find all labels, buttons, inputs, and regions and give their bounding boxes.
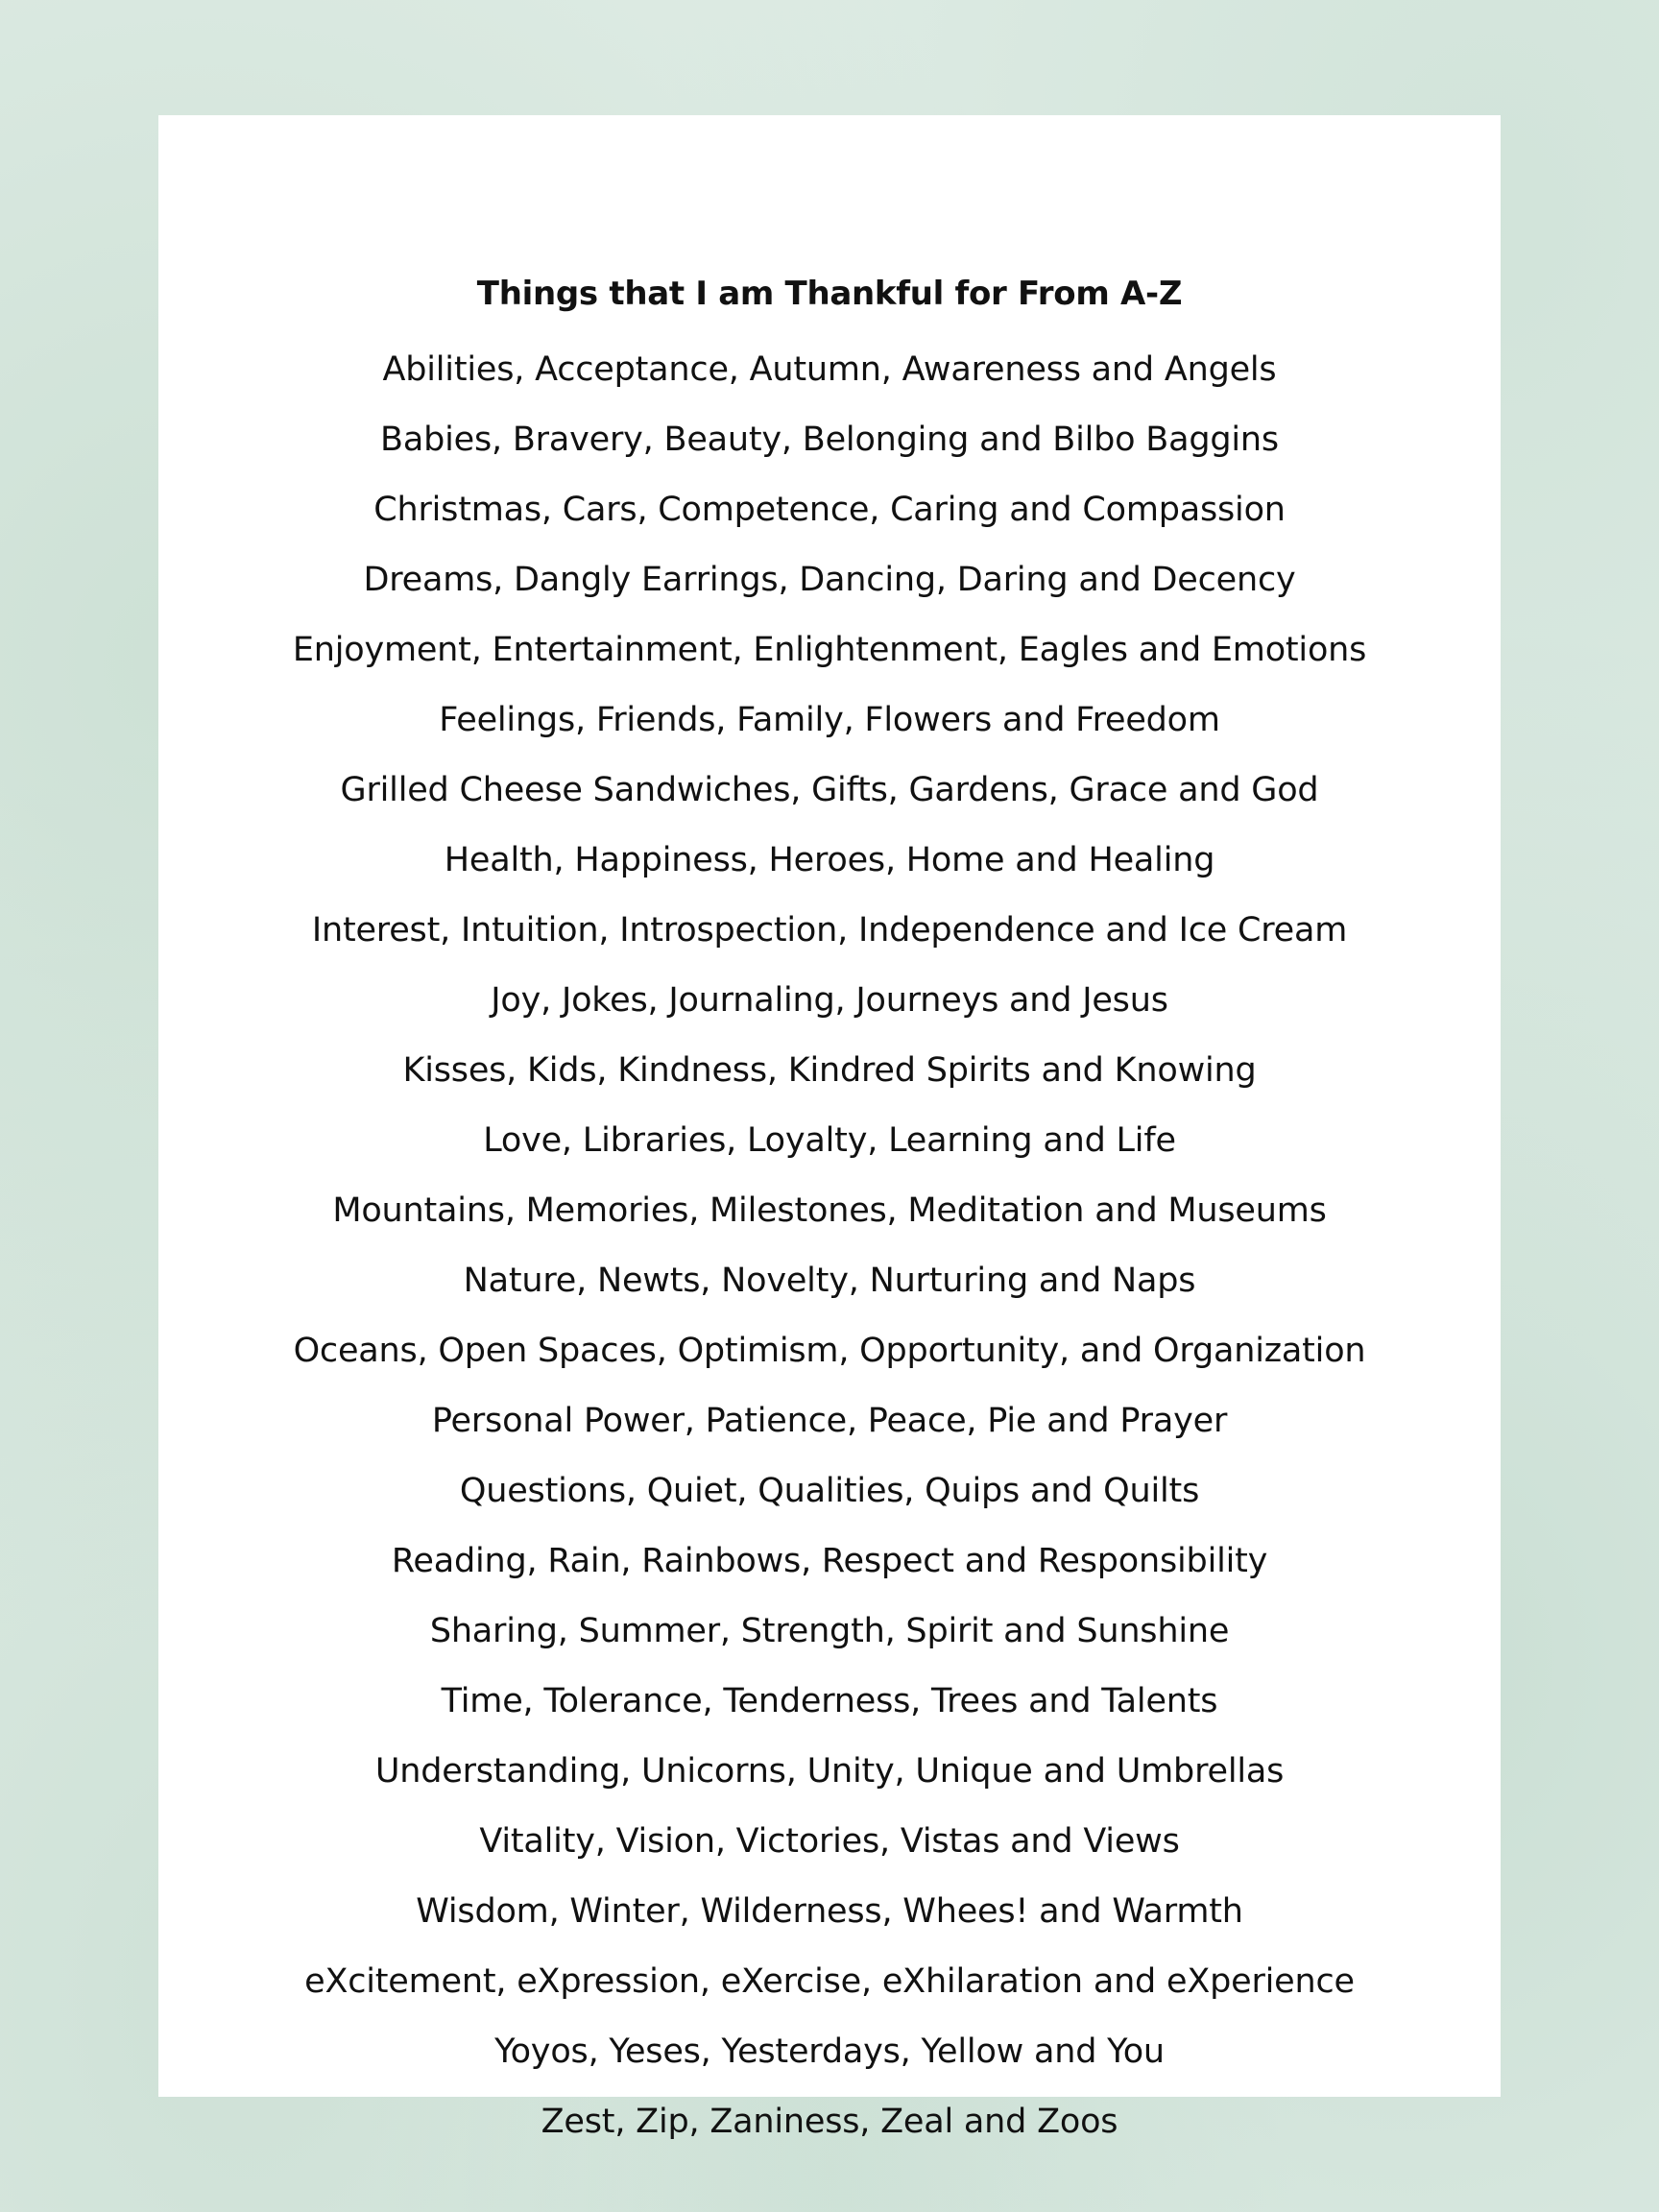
list-item-g: Grilled Cheese Sandwiches, Gifts, Gardens, Grace and God xyxy=(340,771,1319,809)
list-item-a: Abilities, Acceptance, Autumn, Awareness and Angels xyxy=(382,350,1277,389)
list-item-p: Personal Power, Patience, Peace, Pie and Prayer xyxy=(431,1402,1228,1440)
list-item-s: Sharing, Summer, Strength, Spirit and Sunshine xyxy=(429,1612,1230,1650)
list-item-z: Zest, Zip, Zaniness, Zeal and Zoos xyxy=(541,2103,1118,2141)
page-title: Things that I am Thankful for From A-Z xyxy=(476,275,1183,313)
list-item-n: Nature, Newts, Novelty, Nurturing and Naps xyxy=(463,1262,1196,1300)
list-item-e: Enjoyment, Entertainment, Enlightenment, Eagles and Emotions xyxy=(292,631,1367,669)
list-item-r: Reading, Rain, Rainbows, Respect and Responsibility xyxy=(391,1542,1268,1580)
list-item-k: Kisses, Kids, Kindness, Kindred Spirits and Knowing xyxy=(402,1051,1257,1090)
list-item-y: Yoyos, Yeses, Yesterdays, Yellow and You xyxy=(494,2032,1165,2071)
list-item-o: Oceans, Open Spaces, Optimism, Opportunity, and Organization xyxy=(293,1332,1366,1370)
list-item-m: Mountains, Memories, Milestones, Meditation and Museums xyxy=(332,1191,1327,1230)
list-item-b: Babies, Bravery, Beauty, Belonging and Bilbo Baggins xyxy=(380,421,1279,459)
list-item-q: Questions, Quiet, Qualities, Quips and Quilts xyxy=(459,1472,1200,1510)
list-item-h: Health, Happiness, Heroes, Home and Healing xyxy=(444,841,1215,879)
list-item-i: Interest, Intuition, Introspection, Independence and Ice Cream xyxy=(311,911,1348,950)
list-item-f: Feelings, Friends, Family, Flowers and Freedom xyxy=(439,701,1220,739)
document-card xyxy=(158,115,1501,2141)
list-item-c: Christmas, Cars, Competence, Caring and Compassion xyxy=(373,491,1286,529)
list-item-l: Love, Libraries, Loyalty, Learning and Life xyxy=(483,1121,1176,1160)
list-item-j: Joy, Jokes, Journaling, Journeys and Jesus xyxy=(491,981,1168,1020)
list-item-d: Dreams, Dangly Earrings, Dancing, Daring and Decency xyxy=(363,561,1296,599)
list-item-v: Vitality, Vision, Victories, Vistas and Views xyxy=(479,1822,1180,1861)
list-item-t: Time, Tolerance, Tenderness, Trees and Talents xyxy=(441,1682,1218,1720)
alphabet-list xyxy=(158,350,1501,2173)
list-item-w: Wisdom, Winter, Wilderness, Whees! and Warmth xyxy=(416,1892,1243,1931)
list-item-u: Understanding, Unicorns, Unity, Unique and Umbrellas xyxy=(374,1752,1285,1791)
list-item-x: eXcitement, eXpression, eXercise, eXhilaration and eXperience xyxy=(304,1962,1355,2001)
